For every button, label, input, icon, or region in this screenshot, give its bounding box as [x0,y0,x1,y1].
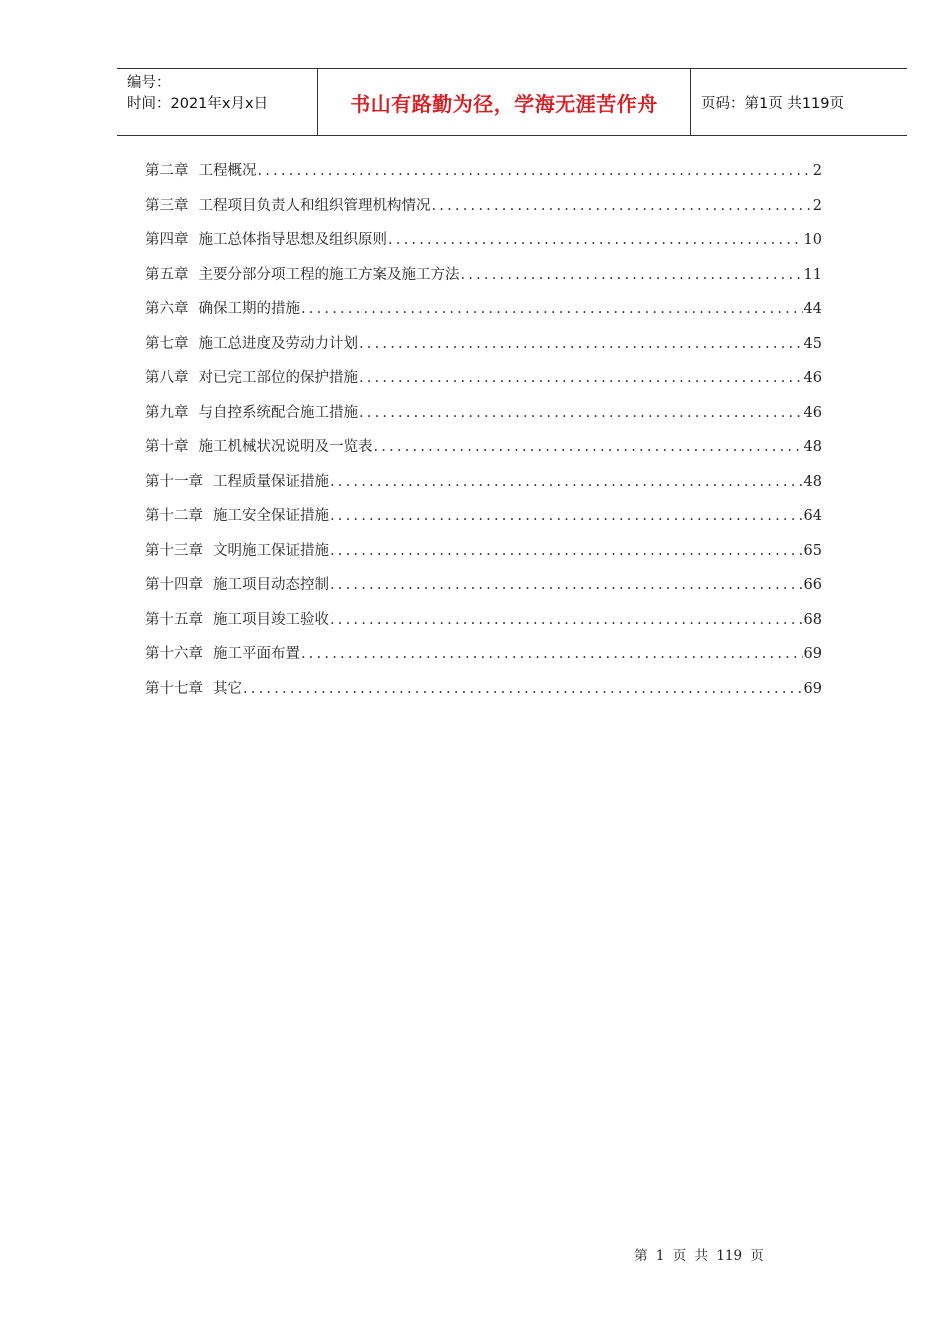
toc-page-number: 46 [803,404,822,421]
toc-page-number: 48 [803,439,822,455]
toc-entry[interactable] [145,499,822,534]
toc-chapter-number: 第十七章 [145,680,203,697]
toc-chapter-number: 第十二章 [145,508,203,524]
toc-chapter-number: 第十一章 [145,473,203,490]
toc-chapter-title: 施工机械状况说明及一览表 [198,439,373,455]
document-time-label: 时间：2021年x月x日 [127,96,269,112]
toc-leader-dots [461,258,803,293]
toc-chapter-number: 第九章 [145,404,189,421]
document-number-label: 编号： [127,75,171,91]
toc-chapter-title: 施工安全保证措施 [213,508,329,524]
toc-page-number: 11 [803,266,822,283]
toc-page-number: 68 [803,611,822,628]
toc-chapter-title: 对已完工部位的保护措施 [198,370,358,386]
toc-page-number: 69 [803,680,822,697]
toc-entry[interactable] [145,396,822,431]
toc-chapter-number: 第十章 [145,439,189,455]
toc-leader-dots [359,396,803,431]
toc-chapter-number: 第十六章 [145,646,203,662]
toc-chapter-number: 第四章 [145,232,189,248]
toc-chapter-number: 第六章 [145,301,189,317]
toc-entry[interactable] [145,534,822,569]
toc-entry[interactable] [145,327,822,362]
toc-leader-dots [301,637,803,672]
toc-chapter-number: 第三章 [145,197,189,214]
toc-chapter-title: 施工总进度及劳动力计划 [198,335,358,352]
toc-chapter-title: 主要分部分项工程的施工方案及施工方法 [198,266,460,283]
table-of-contents [145,154,822,706]
toc-chapter-title: 确保工期的措施 [198,301,300,317]
toc-chapter-number: 第五章 [145,266,189,283]
toc-leader-dots [243,672,803,707]
toc-chapter-title: 施工总体指导思想及组织原则 [198,232,387,248]
toc-chapter-number: 第十五章 [145,611,203,628]
toc-chapter-number: 第十三章 [145,542,203,559]
header-meta-cell [117,69,318,135]
toc-leader-dots [330,499,803,534]
toc-entry[interactable] [145,465,822,500]
toc-chapter-title: 施工平面布置 [213,646,300,662]
toc-entry[interactable] [145,603,822,638]
toc-page-number: 10 [803,232,822,248]
toc-chapter-number: 第七章 [145,335,189,352]
page-footer: 第 1 页 共 119 页 [634,1248,764,1264]
toc-page-number: 2 [812,163,822,179]
toc-entry[interactable] [145,672,822,707]
toc-page-number: 2 [812,197,822,214]
toc-chapter-number: 第八章 [145,370,189,386]
toc-leader-dots [330,465,803,500]
toc-chapter-title: 文明施工保证措施 [213,542,329,559]
toc-chapter-title: 工程质量保证措施 [213,473,329,490]
toc-chapter-number: 第十四章 [145,577,203,593]
toc-entry[interactable] [145,154,822,189]
toc-entry[interactable] [145,361,822,396]
toc-entry[interactable] [145,258,822,293]
page-header [117,68,907,136]
toc-entry[interactable] [145,292,822,327]
toc-page-number: 44 [803,301,822,317]
toc-entry[interactable] [145,189,822,224]
toc-entry[interactable] [145,637,822,672]
toc-leader-dots [301,292,803,327]
toc-page-number: 46 [803,370,822,386]
toc-leader-dots [258,154,812,189]
toc-leader-dots [359,361,803,396]
toc-leader-dots [330,534,803,569]
toc-leader-dots [374,430,803,465]
header-motto: 书山有路勤为径，学海无涯苦作舟 [318,69,691,135]
toc-leader-dots [388,223,803,258]
toc-chapter-number: 第二章 [145,163,189,179]
toc-entry[interactable] [145,568,822,603]
toc-chapter-title: 施工项目动态控制 [213,577,329,593]
toc-page-number: 66 [803,577,822,593]
toc-chapter-title: 工程项目负责人和组织管理机构情况 [198,197,431,214]
toc-chapter-title: 施工项目竣工验收 [213,611,329,628]
toc-page-number: 45 [803,335,822,352]
toc-page-number: 69 [803,646,822,662]
toc-page-number: 65 [803,542,822,559]
toc-entry[interactable] [145,223,822,258]
header-page-info: 页码：第1页 共119页 [701,95,845,112]
toc-entry[interactable] [145,430,822,465]
toc-page-number: 64 [803,508,822,524]
toc-chapter-title: 其它 [213,680,242,697]
toc-leader-dots [330,568,803,603]
toc-leader-dots [359,327,803,362]
toc-leader-dots [432,189,812,224]
toc-chapter-title: 工程概况 [198,163,257,179]
toc-page-number: 48 [803,473,822,490]
toc-leader-dots [330,603,803,638]
toc-chapter-title: 与自控系统配合施工措施 [198,404,358,421]
